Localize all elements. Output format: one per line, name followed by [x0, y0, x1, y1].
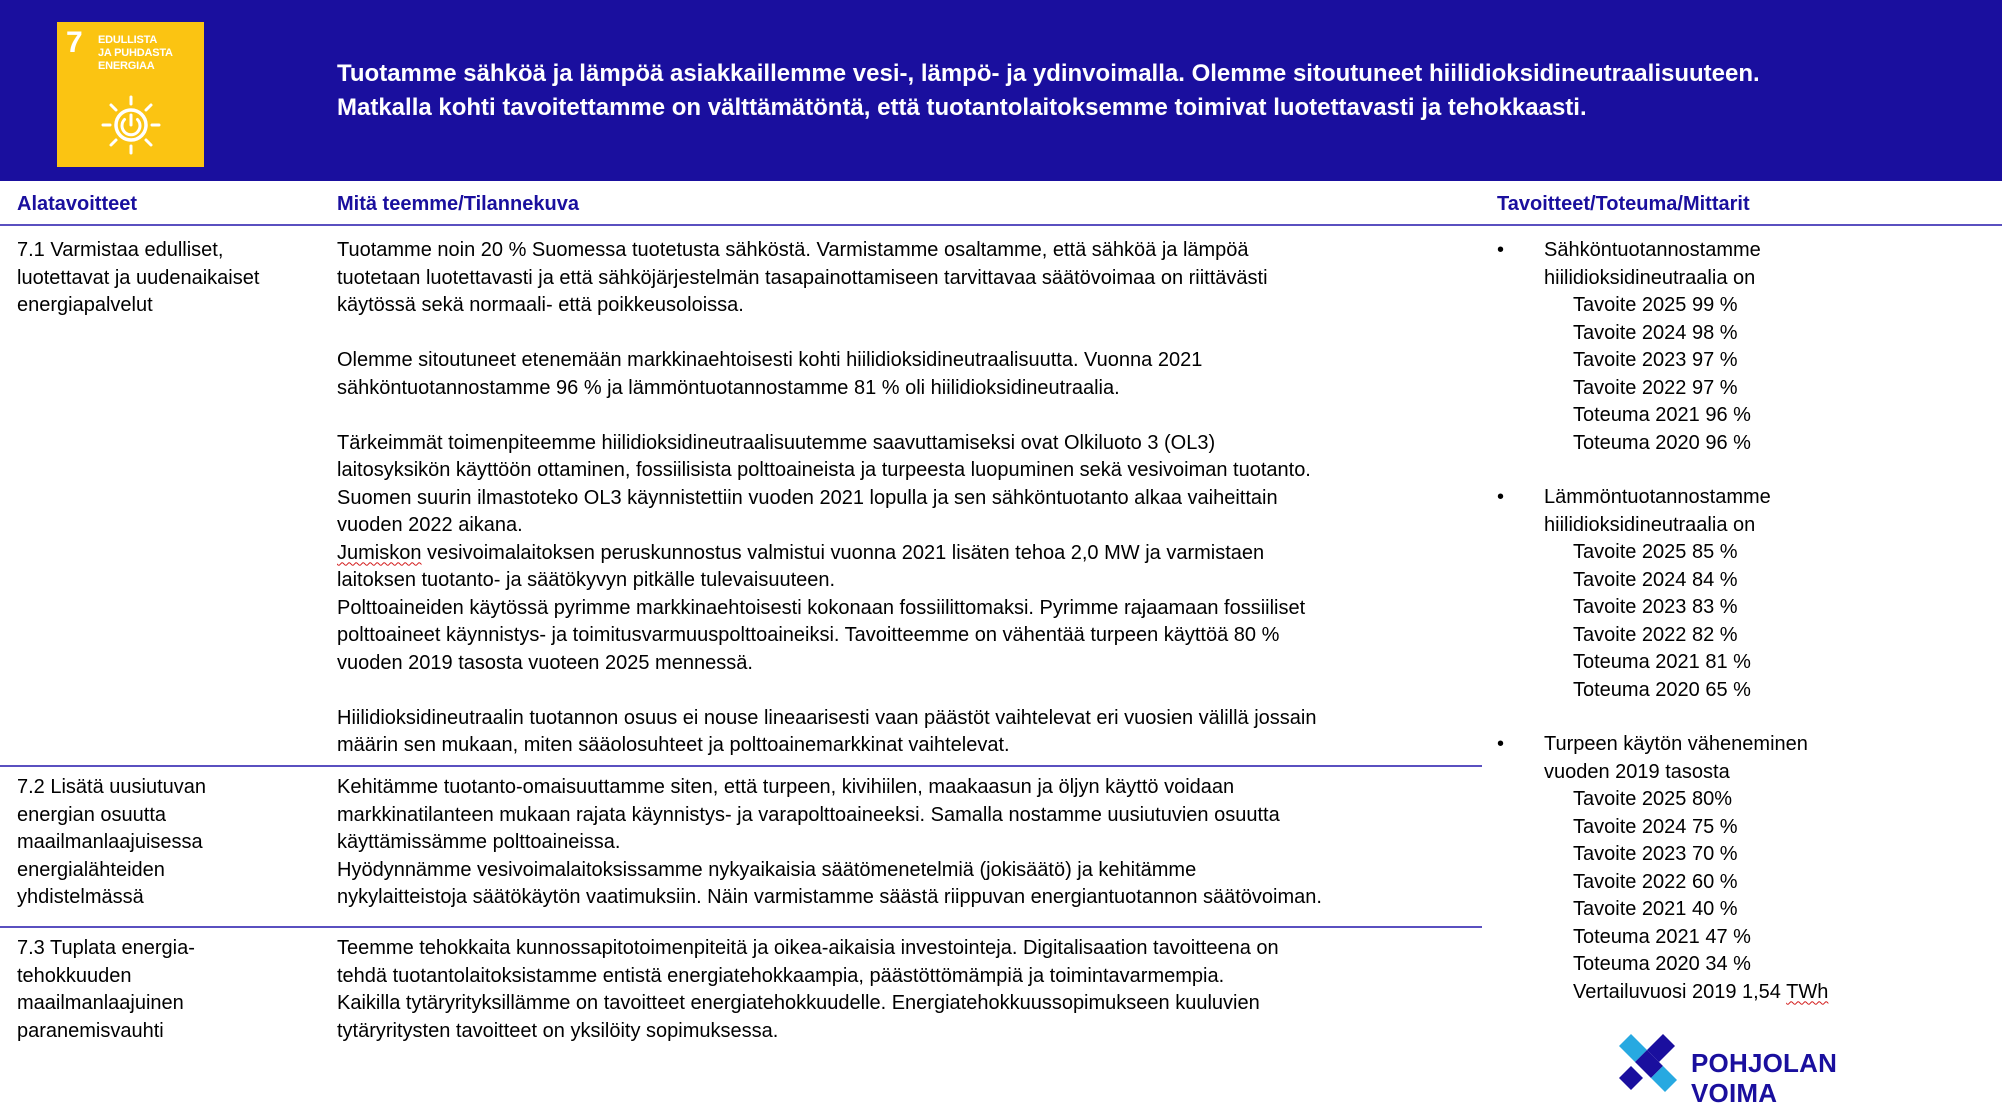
logo-text: POHJOLAN VOIMA [1691, 1048, 1838, 1108]
sdg-label: EDULLISTA JA PUHDASTA ENERGIAA [98, 34, 173, 72]
column-header-metrics: Tavoitteet/Toteuma/Mittarit [1497, 193, 1750, 215]
sdg-number: 7 [66, 26, 83, 59]
header-banner [0, 0, 2002, 181]
metric-items: Tavoite 2025 85 % Tavoite 2024 84 % Tavoite 2023 83 % Tavoite 2022 82 % Toteuma 2021 81 % Toteuma 2020 65 % [1573, 541, 1751, 701]
column-header-actions: Mitä teemme/Tilannekuva [337, 193, 579, 215]
metric-items: Tavoite 2025 80% Tavoite 2024 75 % Tavoite 2023 70 % Tavoite 2022 60 % Tavoite 2021 40 % Toteuma 2021 47 % Toteuma 2020 34 % Vertailuvuosi 2019 1,54 TWh [1573, 788, 1829, 1003]
sun-power-icon [100, 94, 162, 156]
metric-title: Lämmöntuotannostamme hiilidioksidineutraalia on [1544, 486, 1771, 536]
metric-electricity: • Sähköntuotannostamme hiilidioksidineutraalia on Tavoite 2025 99 % Tavoite 2024 98 % Tavoite 2023 97 % Tavoite 2022 97 % Toteuma 2021 96 % Toteuma 2020 96 % [1497, 237, 1977, 457]
column-header-subgoals: Alatavoitteet [17, 193, 138, 215]
actions-7-1: Tuotamme noin 20 % Suomessa tuotetusta sähköstä. Varmistamme osaltamme, että sähköä ja lämpöä tuotetaan luotettavasti ja että sähköjärjestelmän tasapainottamiseen tarvittavaa säätövoimaa on riittävästi käytössä sekä normaali- että poikkeusoloissa. Olemme sitoutuneet etenemään markkinaehtoisesti kohti hiilidioksidineutraalisuutta. Vuonna 2021 sähköntuotannostamme 96 % ja lämmöntuotannostamme 81 % oli hiilidioksidineutraalia. Tärkeimmät toimenpiteemme hiilidioksidineutraalisuutemme saavuttamiseksi ovat Olkiluoto 3 (OL3) laitosyksikön käyttöön ottaminen, fossiilisista polttoaineista ja turpeesta luopuminen sekä vesivoiman tuotanto. Suomen suurin ilmastoteko OL3 käynnistettiin vuoden 2021 lopulla ja sen sähköntuotanto alkaa vaiheittain vuoden 2022 aikana. Jumiskon vesivoimalaitoksen peruskunnostus valmistui vuonna 2021 lisäten tehoa 2,0 MW ja varmistaen laitoksen tuotanto- ja säätökyvyn pitkälle tulevaisuuteen. Polttoaineiden käytössä pyrimme markkinaehtoisesti kokonaan fossiilittomaksi. Pyrimme rajaamaan fossiiliset polttoaineet käynnistys- ja toimitusvarmuuspolttoaineiksi. Tavoitteemme on vähentää turpeen käyttöä 80 % vuoden 2019 tasosta vuoteen 2025 mennessä. Hiilidioksidineutraalin tuotannon osuus ei nouse lineaarisesti vaan päästöt vaihtelevat eri vuosien välillä jossain määrin sen mukaan, miten sääolosuhteet ja polttoainemarkkinat vaihtelevat. [337, 237, 1487, 760]
header-divider [0, 224, 2002, 226]
metric-peat: • Turpeen käytön väheneminen vuoden 2019 tasosta Tavoite 2025 80% Tavoite 2024 75 % Tavoite 2023 70 % Tavoite 2022 60 % Tavoite 2021 40 % Toteuma 2021 47 % Toteuma 2020 34 % Vertailuvuosi 2019 1,54 TWh [1497, 731, 1977, 1011]
actions-7-2: Kehitämme tuotanto-omaisuuttamme siten, että turpeen, kivihiilen, maakaasun ja öljyn käyttö voidaan markkinatilanteen mukaan rajata käynnistys- ja varapolttoaineeksi. Samalla nostamme uusiutuvien osuutta käyttämissämme polttoaineissa. Hyödynnämme vesivoimalaitoksissamme nykyaikaisia säätömenetelmiä (jokisäätö) ja kehitämme nykylaitteistoja säätökäytön vaatimuksiin. Näin varmistamme säästä riippuvan energiantuotannon säätövoiman. [337, 776, 1322, 908]
spellcheck-word: TWh [1786, 980, 1829, 1003]
metric-title: Sähköntuotannostamme hiilidioksidineutraalia on [1544, 239, 1761, 289]
subgoal-7-1: 7.1 Varmistaa edulliset, luotettavat ja uudenaikaiset energiapalvelut [17, 239, 260, 316]
subgoal-7-3: 7.3 Tuplata energia- tehokkuuden maailmanlaajuinen paranemisvauhti [17, 937, 195, 1042]
metric-heat: • Lämmöntuotannostamme hiilidioksidineutraalia on Tavoite 2025 85 % Tavoite 2024 84 % Tavoite 2023 83 % Tavoite 2022 82 % Toteuma 2021 81 % Toteuma 2020 65 % [1497, 484, 1977, 704]
header-statement: Tuotamme sähköä ja lämpöä asiakkaillemme vesi-, lämpö- ja ydinvoimalla. Olemme sitoutuneet hiilidioksidineutraalisuuteen. Matkalla kohti tavoitettamme on välttämätöntä, että tuotantolaitoksemme toimivat luotettavasti ja tehokkaasti. [337, 60, 1760, 121]
subgoal-7-2: 7.2 Lisätä uusiutuvan energian osuutta maailmanlaajuisessa energialähteiden yhdistelmässä [17, 776, 207, 908]
metric-title: Turpeen käytön väheneminen vuoden 2019 tasosta [1544, 733, 1808, 783]
metric-items: Tavoite 2025 99 % Tavoite 2024 98 % Tavoite 2023 97 % Tavoite 2022 97 % Toteuma 2021 96 % Toteuma 2020 96 % [1573, 294, 1751, 454]
pohjolan-voima-logo-mark-icon [1617, 1030, 1679, 1094]
actions-7-3: Teemme tehokkaita kunnossapitotoimenpiteitä ja oikea-aikaisia investointeja. Digitalisaation tavoitteena on tehdä tuotantolaitoksistamme entistä energiatehokkaampia, päästöttömämpiä ja toimintavarmempia. Kaikilla tytäryrityksillämme on tavoitteet energiatehokkuudelle. Energiatehokkuussopimukseen kuuluvien tytäryritysten tavoitteet on yksilöity sopimuksessa. [337, 937, 1279, 1042]
jumisko-line: Jumiskon vesivoimalaitoksen peruskunnostus valmistui vuonna 2021 lisäten tehoa 2,0 MW ja varmistaen [337, 541, 1265, 564]
sdg-7-badge [57, 22, 204, 167]
row-divider-2 [0, 926, 1482, 928]
row-divider-1 [0, 765, 1482, 767]
spellcheck-word: Jumiskon [337, 541, 422, 564]
pohjolan-voima-logo [1617, 1030, 1917, 1108]
